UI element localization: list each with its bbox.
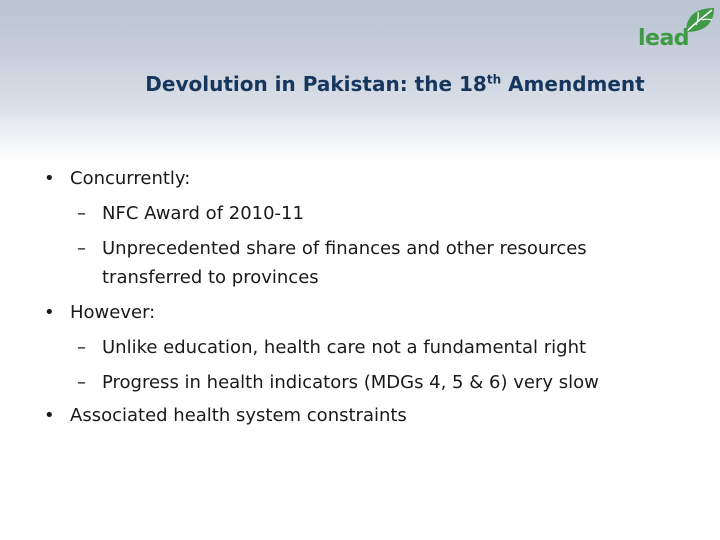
title-rest: Amendment	[501, 72, 645, 96]
lead-logo	[638, 6, 718, 54]
bullet-text: However:	[70, 302, 156, 323]
dash-marker: –	[77, 238, 86, 259]
title-main: Devolution in Pakistan: the 18	[145, 72, 487, 96]
title-superscript: th	[486, 72, 502, 87]
sub-item-text: Progress in health indicators (MDGs 4, 5 & 6) very slow	[102, 372, 599, 393]
sub-item-text: transferred to provinces	[102, 267, 319, 288]
bullet-marker: •	[44, 405, 55, 426]
bullet-marker: •	[44, 168, 55, 189]
dash-marker: –	[77, 203, 86, 224]
dash-marker: –	[77, 337, 86, 358]
header-fade	[0, 112, 720, 162]
bullet-text: Associated health system constraints	[70, 405, 407, 426]
sub-item-text: Unlike education, health care not a fundamental right	[102, 337, 587, 358]
sub-item-text: Unprecedented share of finances and other resources	[102, 238, 587, 259]
dash-marker: –	[77, 372, 86, 393]
bullet-marker: •	[44, 302, 55, 323]
sub-item-text: NFC Award of 2010-11	[102, 203, 304, 224]
logo-text: lead	[638, 26, 690, 51]
bullet-text: Concurrently:	[70, 168, 191, 189]
slide-title	[0, 72, 720, 96]
